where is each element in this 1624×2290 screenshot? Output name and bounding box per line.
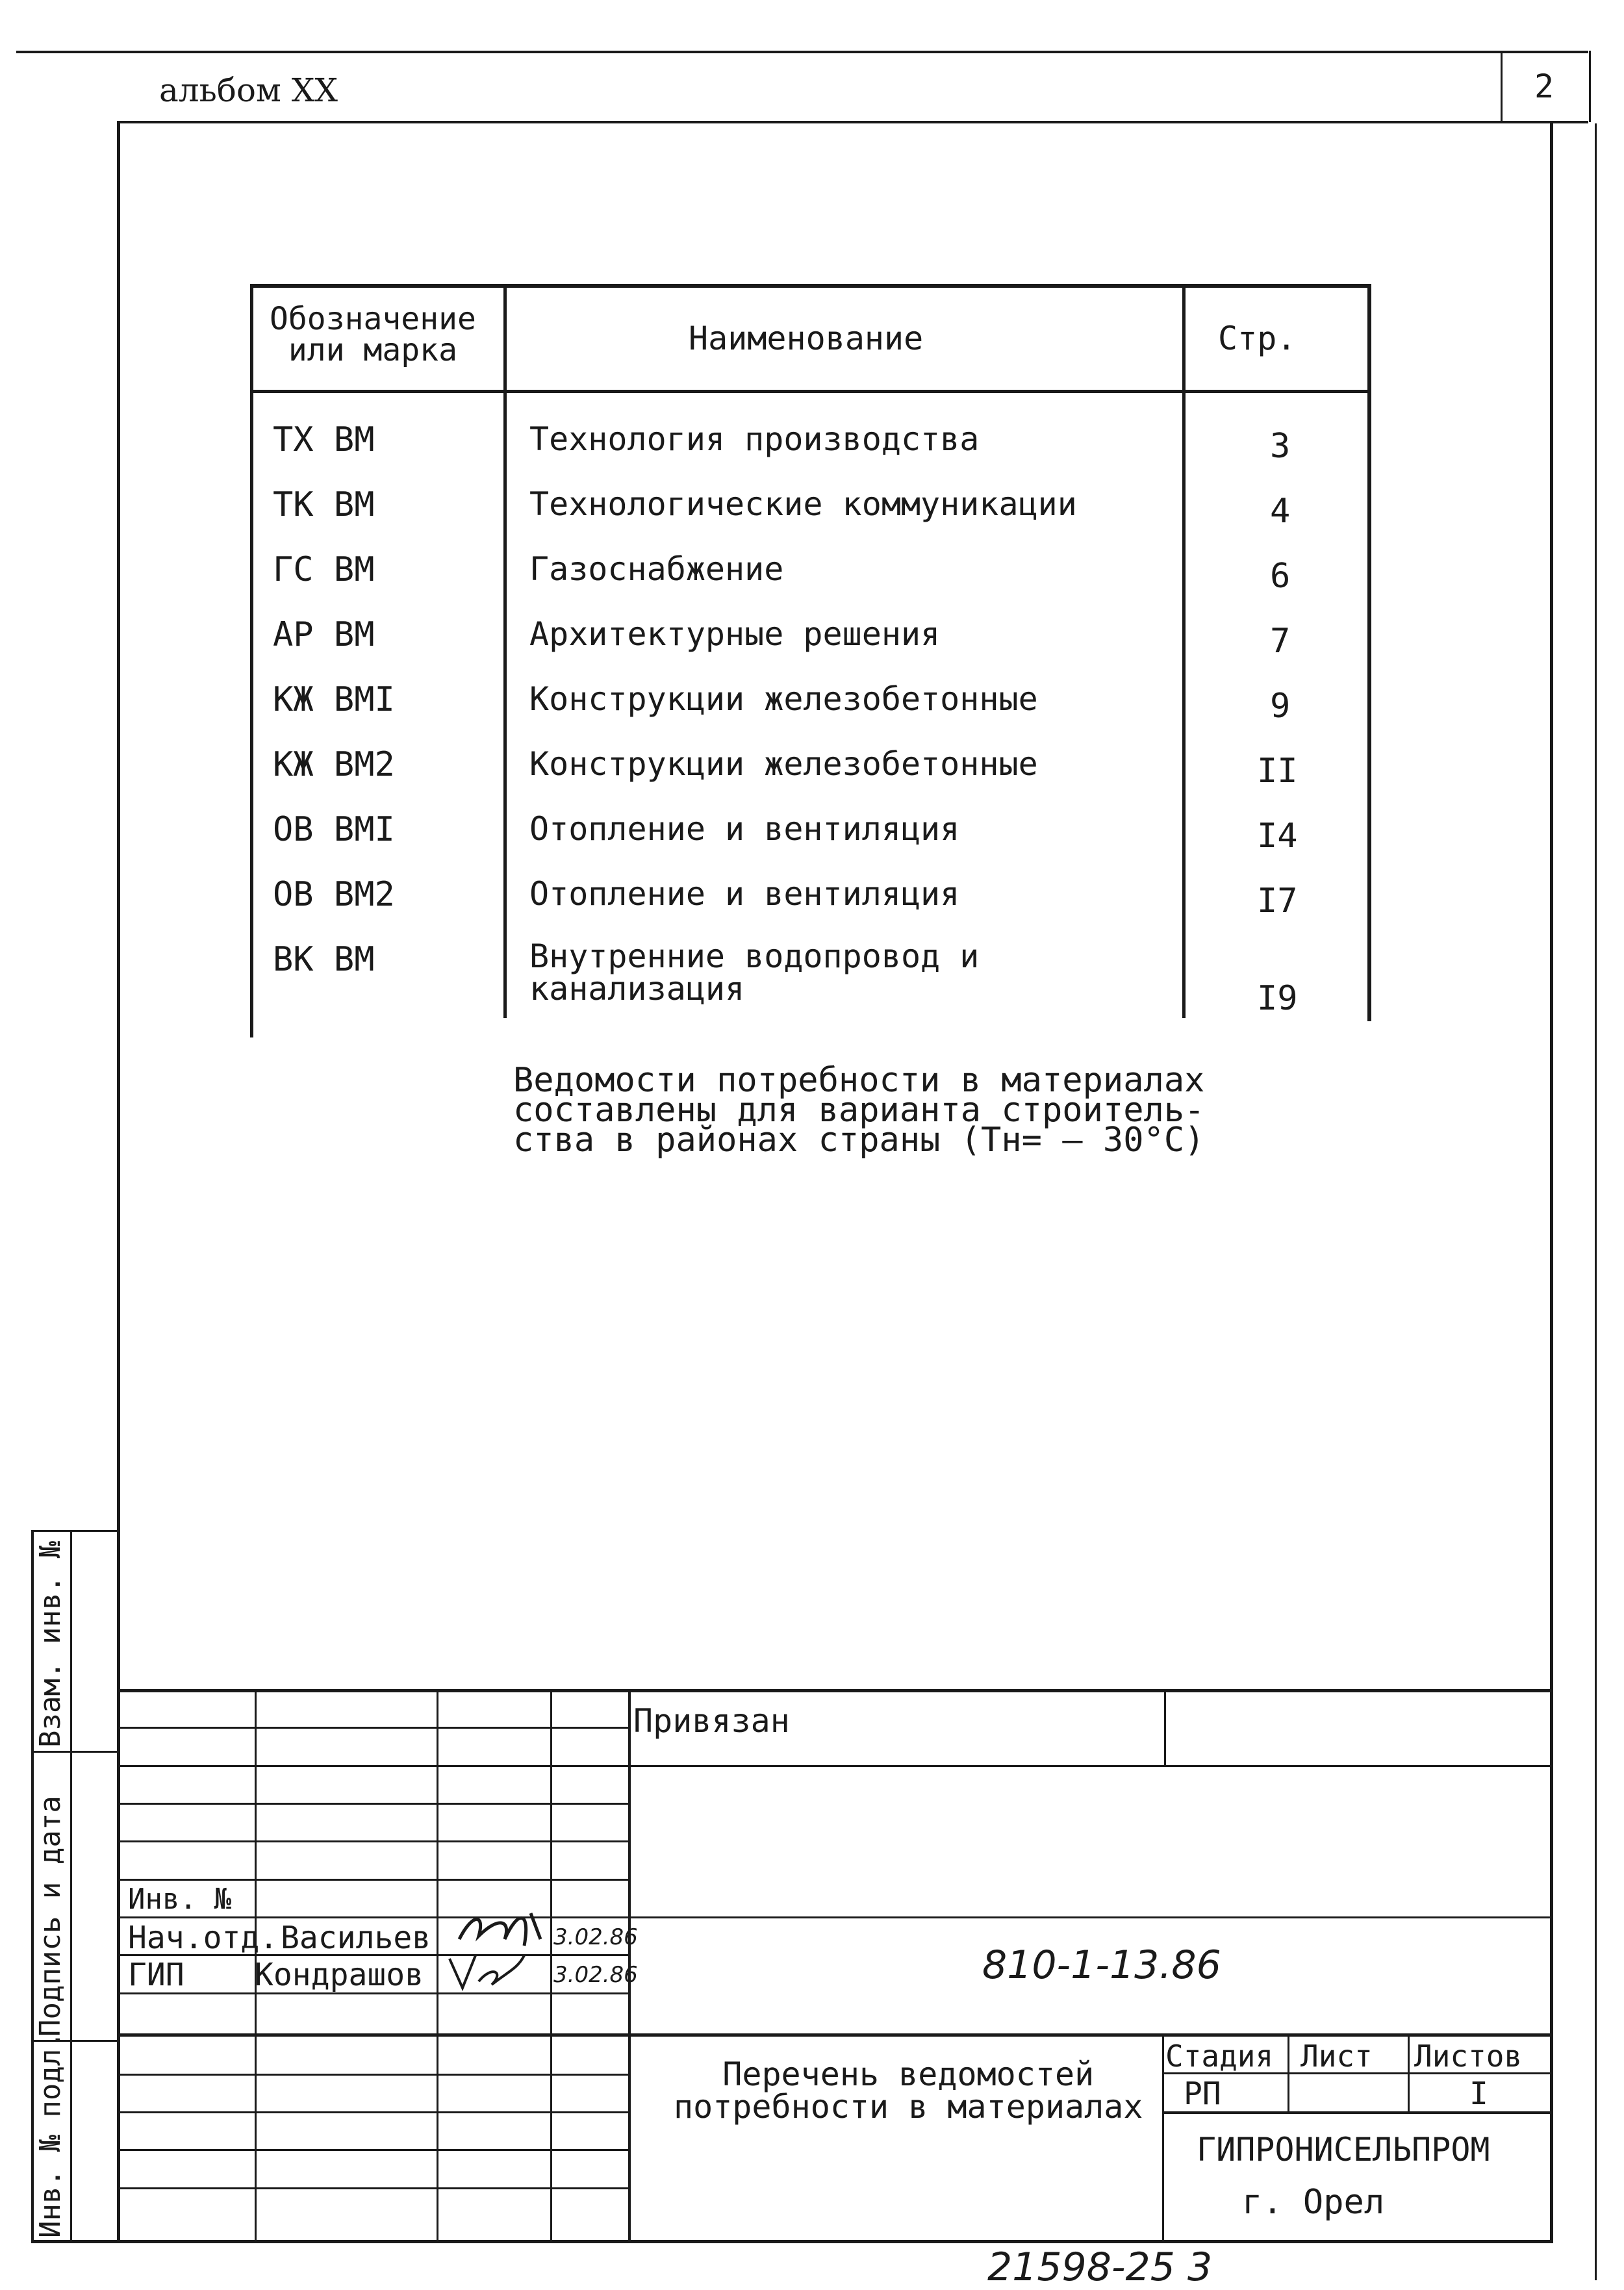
inv-no-label: Инв. № (128, 1883, 231, 1916)
row-name: Технологические коммуникации (529, 485, 1077, 523)
table-right-line (1367, 284, 1371, 1021)
row-name: Технология производства (529, 420, 980, 458)
row-name: Отопление и вентиляция (529, 875, 960, 913)
row-code: ОВ ВМI (273, 810, 395, 849)
tb-col-c (550, 1689, 552, 2241)
side-stamp-div1 (31, 1751, 118, 1753)
row-name: Конструкции железобетонные (529, 680, 1038, 718)
privyazan-label: Привязан (633, 1702, 790, 1740)
page-box-left (1501, 51, 1503, 122)
nach-otd-date: 3.02.86 (553, 1924, 638, 1950)
row-name: Внутренние водопровод и канализация (529, 937, 980, 1008)
row-code: ГС ВМ (273, 550, 375, 589)
stage-value: РП (1184, 2076, 1221, 2112)
table-col2-line (1182, 284, 1186, 1018)
row-code: ОВ ВМ2 (273, 875, 395, 914)
footer-number: 21598-25 3 (987, 2245, 1213, 2290)
row-page: I7 (1257, 882, 1298, 921)
sheets-label: Листов (1414, 2039, 1523, 2074)
tb-top-line (118, 1689, 1551, 1692)
signature-vasiliev (453, 1900, 550, 1952)
table-left-line (250, 284, 253, 1037)
row-page: 9 (1270, 687, 1291, 726)
row-code: ТК ВМ (273, 485, 375, 524)
top-border-line (16, 51, 1588, 53)
row-page: 3 (1270, 427, 1291, 466)
row-page: 6 (1270, 557, 1291, 596)
table-top-line (250, 284, 1371, 288)
stage-label: Стадия (1165, 2039, 1274, 2074)
page-number: 2 (1534, 68, 1554, 105)
signature-kondrashov (443, 1946, 534, 1994)
nach-otd-name: Васильев (281, 1920, 431, 1956)
doc-code: 810-1-13.86 (982, 1942, 1221, 1988)
title-block (118, 1689, 1551, 2241)
row-name: Конструкции железобетонные (529, 745, 1038, 783)
tb-row11 (118, 2111, 628, 2113)
row-code: ВК ВМ (273, 940, 375, 979)
sheets-value: I (1469, 2076, 1488, 2112)
sheet-label: Лист (1300, 2039, 1373, 2074)
far-right-line (1595, 123, 1597, 2280)
tb-row6 (118, 1916, 1551, 1918)
album-label: альбом XX (159, 71, 338, 109)
doc-title: Перечень ведомостей потребности в материалах (674, 2055, 1143, 2126)
row-name: Газоснабжение (529, 550, 784, 588)
tb-row13 (118, 2187, 628, 2189)
row-page: II (1257, 752, 1298, 791)
row-code: КЖ ВМ2 (273, 745, 395, 784)
side-stamp-top-line (31, 1530, 118, 1532)
table-header-line (250, 390, 1371, 393)
tb-col-b (437, 1689, 438, 2241)
row-name: Архитектурные решения (529, 615, 941, 653)
tb-row12 (118, 2149, 628, 2151)
header-name: Наименование (689, 320, 924, 357)
note-text: Ведомости потребности в материалах составлены для варианта строитель- ства в районах страны (Тн= – 30°С) (513, 1061, 1205, 1160)
outer-right-edge (1589, 51, 1591, 122)
org-name: ГИПРОНИСЕЛЬПРОМ (1197, 2131, 1490, 2169)
row-page: I4 (1257, 817, 1298, 856)
gip-date: 3.02.86 (553, 1962, 638, 1988)
side-inv: Инв. № подл. (34, 2031, 67, 2238)
tb-row4 (118, 1840, 628, 1842)
tb-privyazan-right (1164, 1689, 1166, 1767)
side-podpis: Подпись и дата (34, 1796, 67, 2037)
side-stamp (31, 1530, 118, 2241)
tb-row10 (118, 2074, 628, 2076)
tb-row3 (118, 1803, 628, 1805)
header-bottom-line (117, 121, 1588, 123)
city: г. Орел (1242, 2183, 1385, 2222)
row-name: Отопление и вентиляция (529, 810, 960, 848)
header-page: Стр. (1218, 320, 1297, 357)
row-page: 7 (1270, 622, 1291, 661)
tb-row1 (118, 1727, 628, 1729)
row-code: АР ВМ (273, 615, 375, 654)
side-vzam: Взам. инв. № (34, 1541, 67, 1748)
row-code: КЖ ВМI (273, 680, 395, 719)
row-page: 4 (1270, 492, 1291, 531)
tb-row5 (118, 1879, 628, 1881)
row-code: ТХ ВМ (273, 420, 375, 459)
gip-role: ГИП (128, 1957, 184, 1993)
nach-otd-role: Нач.отд. (128, 1920, 279, 1956)
table-col1-line (503, 284, 507, 1018)
tb-stage-col1 (1162, 2033, 1164, 2241)
side-stamp-mid-line (70, 1530, 72, 2241)
gip-name: Кондрашов (255, 1957, 424, 1993)
header-code: Обозначение или марка (270, 301, 476, 368)
tb-row2 (118, 1765, 1551, 1767)
row-page: I9 (1257, 979, 1298, 1018)
contents-table (250, 284, 1371, 1037)
tb-row9 (118, 2033, 1551, 2037)
